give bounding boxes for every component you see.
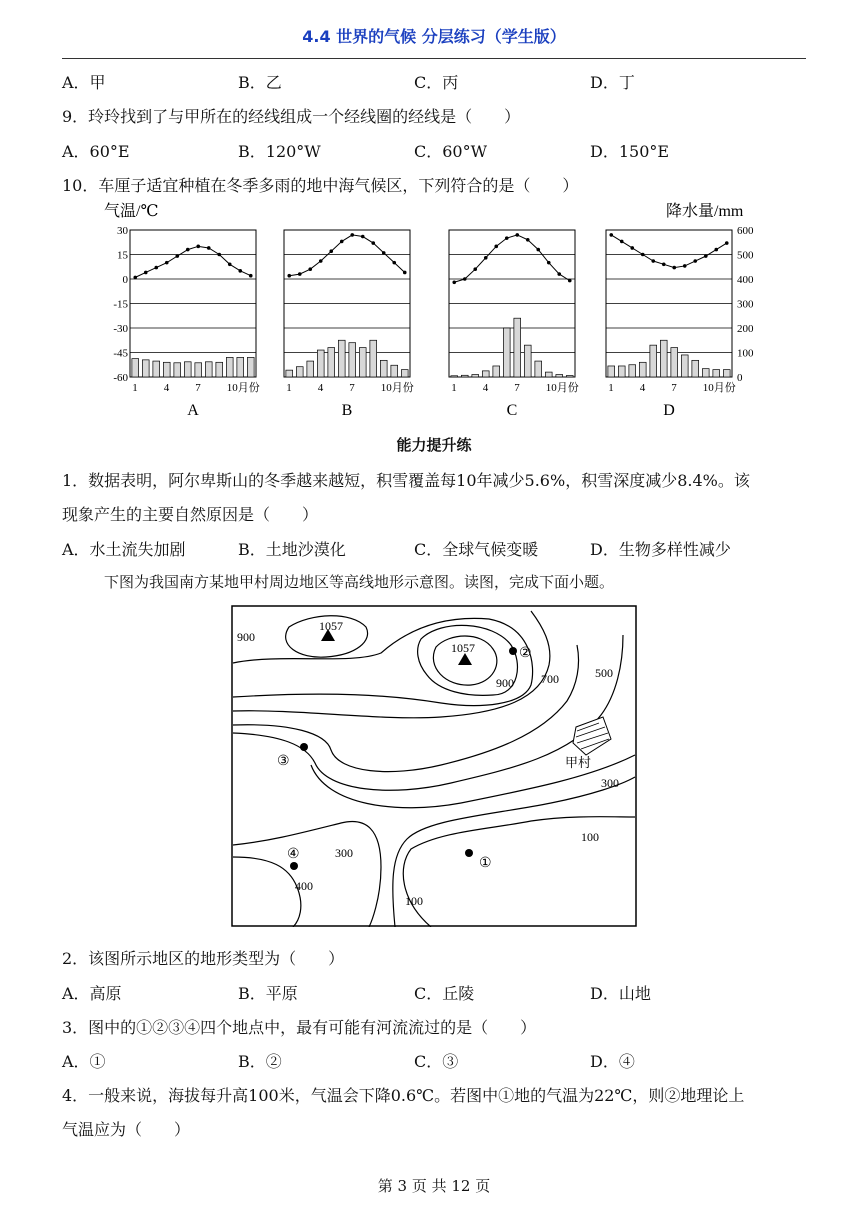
precip-bar [482,371,489,377]
precip-bar [451,376,458,377]
temp-point [371,241,375,245]
temp-point [350,233,354,237]
temp-point [725,241,729,245]
chart-title: B [341,402,353,419]
point-1-label: ① [479,856,492,871]
temp-point [175,254,179,258]
q1-option-a: A．水土流失加剧 [62,540,186,559]
contour-label: 500 [595,666,613,680]
precip-tick-label: 600 [737,225,754,237]
temp-point [144,271,148,275]
temp-point [526,238,530,242]
x-tick-label: 4 [482,382,489,394]
q8-option-b: B．乙 [238,73,282,92]
precip-bar [401,370,408,377]
x-tick-label: 1 [608,382,614,394]
precip-bar [566,376,573,377]
q10-stem: 10．车厘子适宜种植在冬季多雨的地中海气候区，下列符合的是（ ） [62,176,579,195]
section-title: 能力提升练 [396,436,472,454]
precip-bar [514,318,521,377]
temp-point [165,261,169,265]
precip-bar [163,362,170,377]
header-rule [62,58,806,59]
point-2-dot [509,647,517,655]
temp-point [392,261,396,265]
x-tick-label: 10月份 [545,382,579,394]
temp-point [249,274,253,278]
q1-option-c: C．全球气候变暖 [414,540,539,559]
temp-point [672,266,676,270]
temp-point [536,248,540,252]
precip-bar [286,370,293,377]
temp-point [186,248,190,252]
precip-bar [639,362,646,377]
precip-bar [660,340,667,377]
x-tick-label: 7 [671,382,677,394]
precip-bar [524,345,531,377]
point-3-label: ③ [277,754,290,769]
precip-bar [472,375,479,377]
precip-tick-label: 300 [737,298,754,311]
x-tick-label: 7 [195,382,201,394]
q9-stem: 9．玲玲找到了与甲所在的经线组成一个经线圈的经线是（ ） [62,107,521,126]
village-label: 甲村 [565,755,592,770]
temp-line [611,235,727,268]
temp-point [557,272,561,276]
precip-bar [226,357,233,377]
q9-option-c: C．60°W [414,142,488,161]
precip-bar [307,361,314,377]
precip-bar [692,360,699,377]
precip-bar [493,366,500,377]
temp-point [505,236,509,240]
q9-option-b: B．120°W [238,142,321,161]
q1-line1: 1．数据表明，阿尔卑斯山的冬季越来越短，积雪覆盖每10年减少5.6%，积雪深度减少8.4%。该 [62,471,750,490]
temp-point [494,245,498,249]
temp-point [329,249,333,253]
q3-option-c: C．③ [414,1052,459,1071]
temp-point [568,279,572,283]
point-2-label: ② [519,646,532,661]
precip-bar [216,362,223,377]
precip-bar [205,362,212,377]
contour-map [231,605,637,927]
x-tick-label: 1 [132,382,138,394]
precip-bar [328,348,335,377]
q2-stem: 2．该图所示地区的地形类型为（ ） [62,949,345,968]
temp-point [217,253,221,257]
precip-bar [702,369,709,377]
point-1-dot [465,849,473,857]
q3-stem: 3．图中的①②③④四个地点中，最有可能有河流流过的是（ ） [62,1018,537,1037]
temp-point [463,277,467,281]
temp-point [651,259,655,263]
precip-bar [349,343,356,377]
temp-point [714,248,718,252]
precip-bar [681,355,688,377]
precip-bar [556,375,563,377]
q8-option-c: C．丙 [414,73,459,92]
precip-bar [317,350,324,377]
map-intro: 下图为我国南方某地甲村周边地区等高线地形示意图。读图，完成下面小题。 [104,573,615,591]
temp-line [289,235,405,276]
precip-bar [671,348,678,377]
temp-point [484,256,488,260]
chart-title: C [506,402,518,419]
temp-point [547,261,551,265]
q3-option-a: A．① [62,1052,106,1071]
precip-tick-label: 500 [737,249,754,262]
precip-bar [142,360,149,377]
temp-point [683,264,687,268]
precip-bar [195,363,202,377]
temp-point [154,266,158,270]
temp-point [340,240,344,244]
contour-label: 700 [541,672,559,686]
precip-bar [338,340,345,377]
peak-label: 1057 [451,641,475,655]
x-tick-label: 7 [514,382,520,394]
precip-tick-label: 400 [737,274,754,286]
q2-option-a: A．高原 [62,984,122,1003]
temp-point [287,274,291,278]
temp-point [133,276,137,280]
precip-bar [723,370,730,377]
page-header: 4.4 世界的气候 分层练习（学生版） [302,27,566,46]
peak-label: 1057 [319,619,343,633]
contour-label: 300 [335,846,353,860]
q9-option-a: A．60°E [62,142,130,161]
temp-tick-label: 0 [122,274,128,286]
contour-label: 900 [237,630,255,644]
x-tick-label: 1 [451,382,457,394]
temp-point [361,235,365,239]
x-tick-label: 7 [349,382,355,394]
contour-label: 900 [496,676,514,690]
temp-line [454,235,570,282]
temp-point [452,280,456,284]
temp-point [403,271,407,275]
q3-option-d: D．④ [590,1052,635,1071]
precip-bar [184,362,191,377]
precip-bar [370,340,377,377]
q1-option-d: D．生物多样性减少 [590,540,731,559]
temp-tick-label: -30 [113,323,128,335]
x-tick-label: 4 [163,382,170,394]
precip-bar [237,357,244,377]
x-tick-label: 4 [317,382,324,394]
precip-bar [380,360,387,377]
temp-point [515,233,519,237]
temp-tick-label: -60 [113,372,128,384]
temp-point [473,267,477,271]
precip-bar [545,372,552,377]
q8-option-a: A．甲 [62,73,106,92]
precip-bar [535,361,542,377]
q1-line2: 现象产生的主要自然原因是（ ） [62,505,319,524]
temp-tick-label: 15 [117,249,128,262]
temp-point [382,251,386,255]
precip-tick-label: 100 [737,347,754,360]
point-4-label: ④ [287,847,300,862]
precip-tick-label: 0 [737,372,743,384]
precip-bar [461,375,468,377]
temp-point [662,263,666,267]
contour-label: 100 [581,830,599,844]
x-tick-label: 10月份 [380,382,414,394]
contour-label: 400 [295,879,313,893]
q2-option-c: C．丘陵 [414,984,475,1003]
q4-line1: 4．一般来说，海拔每升高100米，气温会下降0.6℃。若图中①地的气温为22℃，则②地理论上 [62,1086,745,1105]
page-footer: 第 3 页 共 12 页 [377,1177,491,1195]
point-4-dot [290,862,298,870]
temp-point [228,263,232,267]
chart-title: D [663,402,675,419]
precip-bar [503,328,510,377]
precip-axis-label: 降水量/mm [666,203,744,220]
precip-bar [247,357,254,377]
precip-bar [650,345,657,377]
precip-bar [713,370,720,377]
temp-point [704,254,708,258]
q9-option-d: D．150°E [590,142,670,161]
temp-point [693,259,697,263]
temp-point [207,246,211,250]
q2-option-b: B．平原 [238,984,298,1003]
q3-option-b: B．② [238,1052,282,1071]
contour-label: 300 [601,776,619,790]
q8-option-d: D．丁 [590,73,635,92]
contour-label: 100 [405,894,423,908]
temp-point [238,269,242,273]
point-3-dot [300,743,308,751]
temp-tick-label: 30 [117,225,128,237]
temp-tick-label: -15 [113,298,128,311]
temp-line [135,246,251,277]
q4-line2: 气温应为（ ） [62,1120,191,1139]
precip-bar [608,366,615,377]
temp-point [196,245,200,249]
precip-bar [618,366,625,377]
precip-tick-label: 200 [737,323,754,335]
temp-axis-label: 气温/℃ [104,203,159,220]
x-tick-label: 10月份 [226,382,260,394]
climate-charts [0,198,868,428]
temp-point [319,259,323,263]
x-tick-label: 1 [286,382,292,394]
precip-bar [296,367,303,377]
q2-option-d: D．山地 [590,984,651,1003]
temp-tick-label: -45 [113,347,128,360]
precip-bar [132,359,139,377]
temp-point [641,253,645,257]
temp-point [609,233,613,237]
q1-option-b: B．土地沙漠化 [238,540,346,559]
precip-bar [629,365,636,377]
x-tick-label: 10月份 [702,382,736,394]
temp-point [630,246,634,250]
temp-point [620,240,624,244]
temp-point [308,267,312,271]
precip-bar [391,365,398,377]
precip-bar [174,363,181,377]
chart-title: A [187,402,199,419]
precip-bar [153,361,160,377]
temp-point [298,272,302,276]
precip-bar [359,348,366,377]
x-tick-label: 4 [639,382,646,394]
